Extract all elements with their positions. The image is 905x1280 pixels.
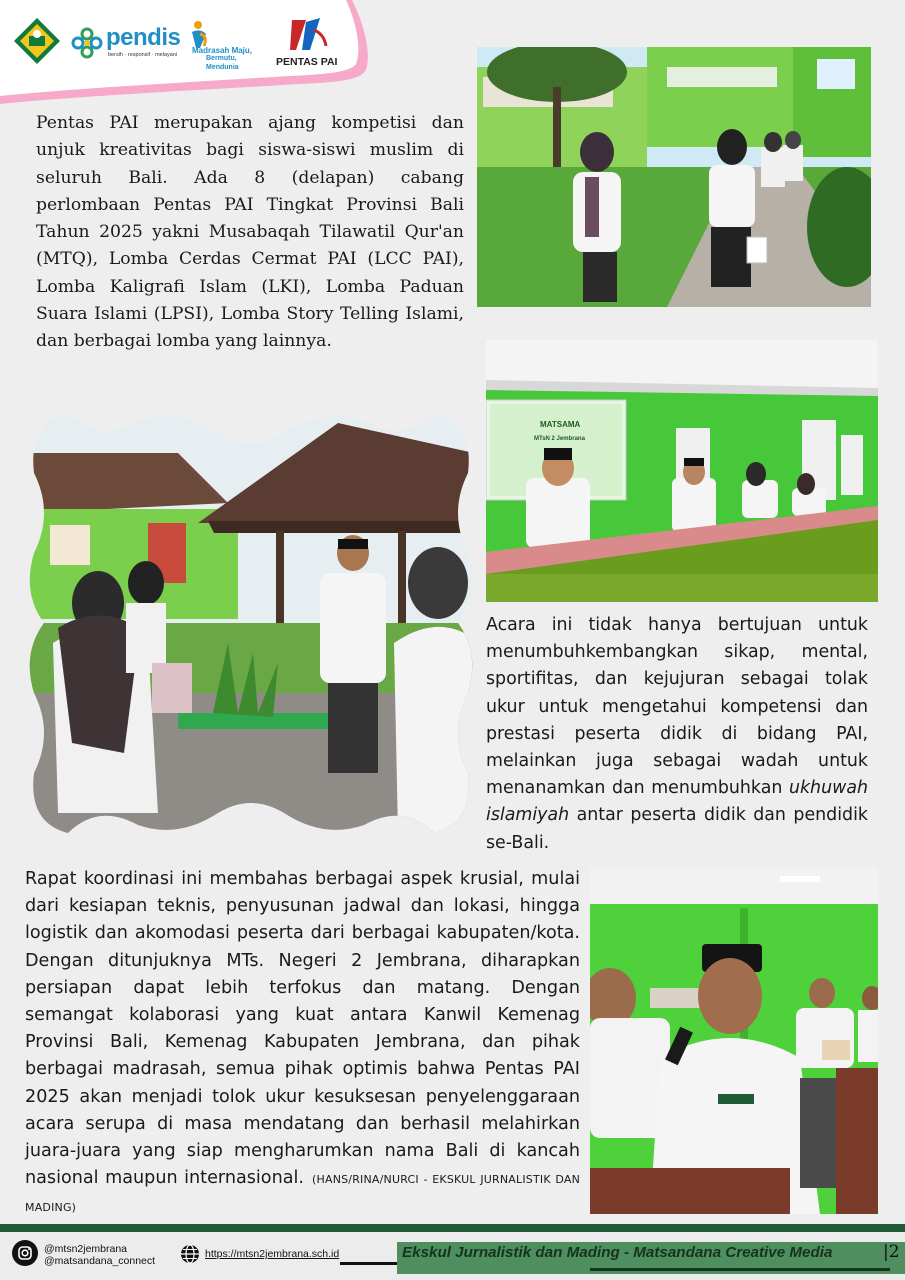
footer-rule bbox=[340, 1262, 398, 1265]
photo-gazebo-scalloped bbox=[28, 413, 474, 833]
madrasah-tagline-3: Mendunia bbox=[206, 64, 239, 71]
globe-icon bbox=[180, 1244, 200, 1264]
photo-meeting-room bbox=[486, 340, 878, 602]
purpose-text-start: Acara ini tidak hanya bertujuan untuk menumbuhkembangkan sikap, mental, sportifitas, dan kejujuran sebagai tolak ukur untuk mengetahui kompetensi dan prestasi peserta didik di bidang PAI, melainkan juga sebagai wadah untuk menanamkan dan menumbuhkan bbox=[486, 615, 868, 799]
article-paragraph-purpose bbox=[486, 612, 868, 857]
madrasah-logo bbox=[190, 20, 270, 71]
purpose-text-end: antar peserta didik dan pendidik se-Bali. bbox=[486, 805, 868, 853]
pendis-tagline: bersih · responsif · melayani bbox=[108, 52, 178, 58]
purpose-text-italic: ukhuwah islamiyah bbox=[486, 778, 868, 826]
instagram-icon[interactable] bbox=[12, 1240, 38, 1266]
banner-subtitle: MTsN 2 Jembrana bbox=[534, 436, 585, 442]
photo-teachers-walking bbox=[477, 47, 871, 307]
madrasah-tagline-1: Madrasah Maju, bbox=[192, 46, 253, 55]
pentas-pai-wordmark: PENTAS PAI bbox=[276, 56, 338, 68]
photo-speaker-microphone bbox=[590, 868, 878, 1214]
page-number: |2 bbox=[883, 1242, 900, 1262]
kemenag-logo bbox=[12, 16, 62, 66]
madrasah-tagline-2: Bermutu, bbox=[206, 55, 237, 62]
tagline-underline bbox=[590, 1268, 890, 1271]
article-credit: (HANS/RINA/NURCI - EKSKUL JURNALISTIK DAN MADING) bbox=[25, 1173, 580, 1215]
website-link[interactable]: https://mtsn2jembrana.sch.id bbox=[205, 1248, 340, 1260]
pendis-wordmark: pendis bbox=[106, 24, 181, 51]
pendis-logo bbox=[70, 22, 182, 62]
pentas-pai-logo bbox=[274, 14, 344, 70]
pendis-flower-icon bbox=[70, 26, 104, 60]
article-paragraph-coordination bbox=[25, 866, 580, 1222]
footer-divider bbox=[0, 1224, 905, 1232]
pentas-pai-mark-icon bbox=[288, 16, 328, 52]
banner-title: MATSAMA bbox=[540, 420, 581, 429]
footer-tagline: Ekskul Jurnalistik dan Mading - Matsandana Creative Media bbox=[402, 1244, 833, 1261]
social-handle-school[interactable]: @mtsn2jembrana bbox=[44, 1243, 128, 1255]
article-paragraph-intro: Pentas PAI merupakan ajang kompetisi dan unjuk kreativitas bagi siswa-siswi muslim di seluruh Bali. Ada 8 (delapan) cabang perlombaan Pentas PAI Tingkat Provinsi Bali Tahun 2025 yakni Musabaqah Tilawatil Qur'an (MTQ), Lomba Cerdas Cermat PAI (LCC PAI), Lomba Kaligrafi Islam (LKI), Lomba Paduan Suara Islami (LPSI), Lomba Story Telling Islami, dan berbagai lomba yang lainnya. bbox=[36, 113, 464, 352]
social-handle-media[interactable]: @matsandana_connect bbox=[44, 1255, 156, 1267]
coordination-text: Rapat koordinasi ini membahas berbagai aspek krusial, mulai dari kesiapan teknis, penyusunan jadwal dan lokasi, hingga logistik dan akomodasi peserta dari berbagai kabupaten/kota. Dengan ditunjuknya MTs. Negeri 2 Jembrana, diharapkan persiapan dapat lebih terfokus dan matang. Dengan semangat kolaborasi yang kuat antara Kanwil Kemenag Provinsi Bali, Kemenag Kabupaten Jembrana, dan pihak berbagai madrasah, semua pihak optimis bahwa Pentas PAI 2025 akan menjadi tolok ukur kesuksesan penyelenggaraan acara serupa di masa mendatang dan berhasil melahirkan juara-juara yang siap mengharumkan nama Bali di kancah nasional maupun internasional. bbox=[25, 869, 580, 1189]
